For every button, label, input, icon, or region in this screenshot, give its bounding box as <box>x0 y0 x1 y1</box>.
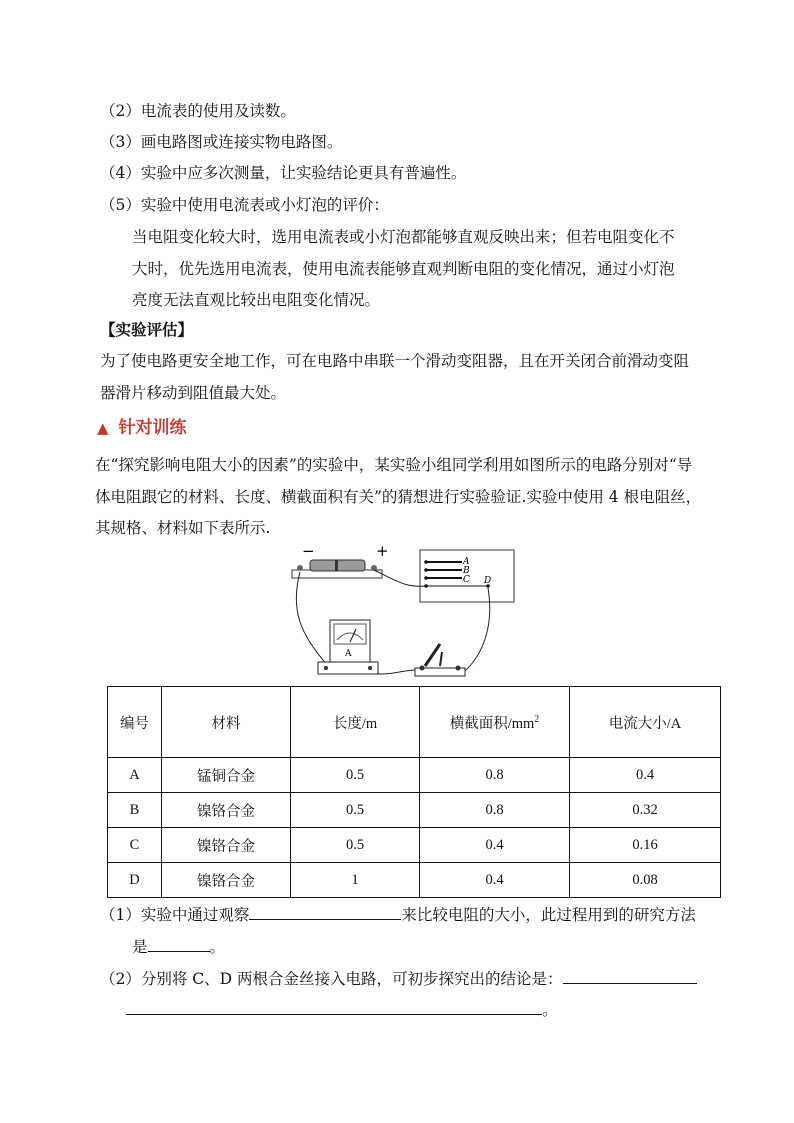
list-item-2: （2）电流表的使用及读数。 <box>100 102 296 120</box>
table-cell: 0.4 <box>570 758 721 793</box>
list-item-5: （5）实验中使用电流表或小灯泡的评价： <box>100 196 389 214</box>
minus-terminal-label: − <box>302 542 315 560</box>
ammeter <box>318 620 378 674</box>
table-cell: 0.4 <box>420 828 570 863</box>
switch <box>415 644 465 676</box>
table-cell: 0.08 <box>570 863 721 898</box>
table-header-cell: 长度/m <box>291 687 420 758</box>
wire-label-c: C <box>463 575 470 585</box>
question-1-text-a: （1）实验中通过观察 <box>100 906 250 924</box>
table-cell: 1 <box>291 863 420 898</box>
resistance-wire-board <box>420 550 514 602</box>
plus-terminal-label: + <box>376 542 389 560</box>
triangle-icon: ▲ <box>97 419 109 437</box>
table-cell: 0.8 <box>420 758 570 793</box>
table-cell: 锰铜合金 <box>162 758 291 793</box>
assessment-line-1: 为了使电路更安全地工作，可在电路中串联一个滑动变阻器，且在开关闭合前滑动变阻 <box>100 352 690 370</box>
section-heading: 【实验评估】 <box>100 320 194 339</box>
table-cell: B <box>108 793 162 828</box>
question-1-text-b: 来比较电阻的大小，此过程用到的研究方法 <box>401 906 696 924</box>
list-item-4: （4）实验中应多次测量，让实验结论更具有普遍性。 <box>100 164 467 182</box>
question-2-line-1 <box>100 967 697 989</box>
table-cell: 0.32 <box>570 793 721 828</box>
table-row <box>108 863 721 898</box>
question-1-text-d: 。 <box>209 938 226 956</box>
problem-line-2: 体电阻跟它的材料、长度、横截面积有关”的猜想进行实验验证.实验中使用 4 根电阻丝， <box>95 488 702 506</box>
answer-blank-4[interactable] <box>126 998 542 1015</box>
question-2-text-a: （2）分别将 C、D 两根合金丝接入电路，可初步探究出的结论是： <box>100 970 563 988</box>
question-1-text-c: 是 <box>132 938 148 956</box>
table-cell: D <box>108 863 162 898</box>
training-heading-text: 针对训练 <box>118 418 187 438</box>
answer-blank-3[interactable] <box>563 967 697 984</box>
table-cell: 镍铬合金 <box>162 793 291 828</box>
table-cell: 0.5 <box>291 828 420 863</box>
table-cell: 0.5 <box>291 758 420 793</box>
question-1-line-1 <box>100 903 696 925</box>
assessment-line-2: 器滑片移动到阻值最大处。 <box>100 384 287 402</box>
table-cell: 0.8 <box>420 793 570 828</box>
area-header-superscript: 2 <box>534 713 540 725</box>
table-cell: 0.16 <box>570 828 721 863</box>
table-cell: 0.5 <box>291 793 420 828</box>
table-header-cell: 材料 <box>162 687 291 758</box>
table-header-cell: 电流大小/A <box>570 687 721 758</box>
circuit-figure <box>290 540 530 685</box>
table-header-row <box>108 687 721 758</box>
table-row <box>108 828 721 863</box>
table-cell: 镍铬合金 <box>162 863 291 898</box>
wire-label-b: B <box>463 566 470 576</box>
table-row <box>108 793 721 828</box>
table-cell: 0.4 <box>420 863 570 898</box>
list-item-3: （3）画电路图或连接实物电路图。 <box>100 133 343 151</box>
answer-blank-1[interactable] <box>249 903 401 920</box>
ammeter-label: A <box>345 649 352 659</box>
wire-label-a: A <box>463 557 470 567</box>
area-header-text: 横截面积/mm <box>449 715 535 732</box>
evaluation-line-2: 大时，优先选用电流表，使用电流表能够直观判断电阻的变化情况，通过小灯泡 <box>132 260 675 278</box>
resistance-wire-table <box>107 686 721 898</box>
question-2-line-2 <box>126 998 558 1020</box>
training-heading <box>97 418 187 438</box>
table-cell: 镍铬合金 <box>162 828 291 863</box>
battery-holder <box>292 560 382 578</box>
question-1-line-2 <box>132 935 225 957</box>
table-header-cell: 编号 <box>108 687 162 758</box>
evaluation-line-3: 亮度无法直观比较出电阻变化情况。 <box>132 291 381 309</box>
table-cell: C <box>108 828 162 863</box>
table-header-cell <box>420 687 570 758</box>
table-row <box>108 758 721 793</box>
problem-line-3: 其规格、材料如下表所示. <box>95 519 271 537</box>
wire-label-d: D <box>484 576 492 586</box>
table-cell: A <box>108 758 162 793</box>
problem-line-1: 在“探究影响电阻大小的因素”的实验中，某实验小组同学利用如图所示的电路分别对“导 <box>95 456 693 474</box>
question-2-text-end: 。 <box>542 1001 558 1019</box>
evaluation-line-1: 当电阻变化较大时，选用电流表或小灯泡都能够直观反映出来；但若电阻变化不 <box>132 228 675 246</box>
answer-blank-2[interactable] <box>148 935 210 952</box>
